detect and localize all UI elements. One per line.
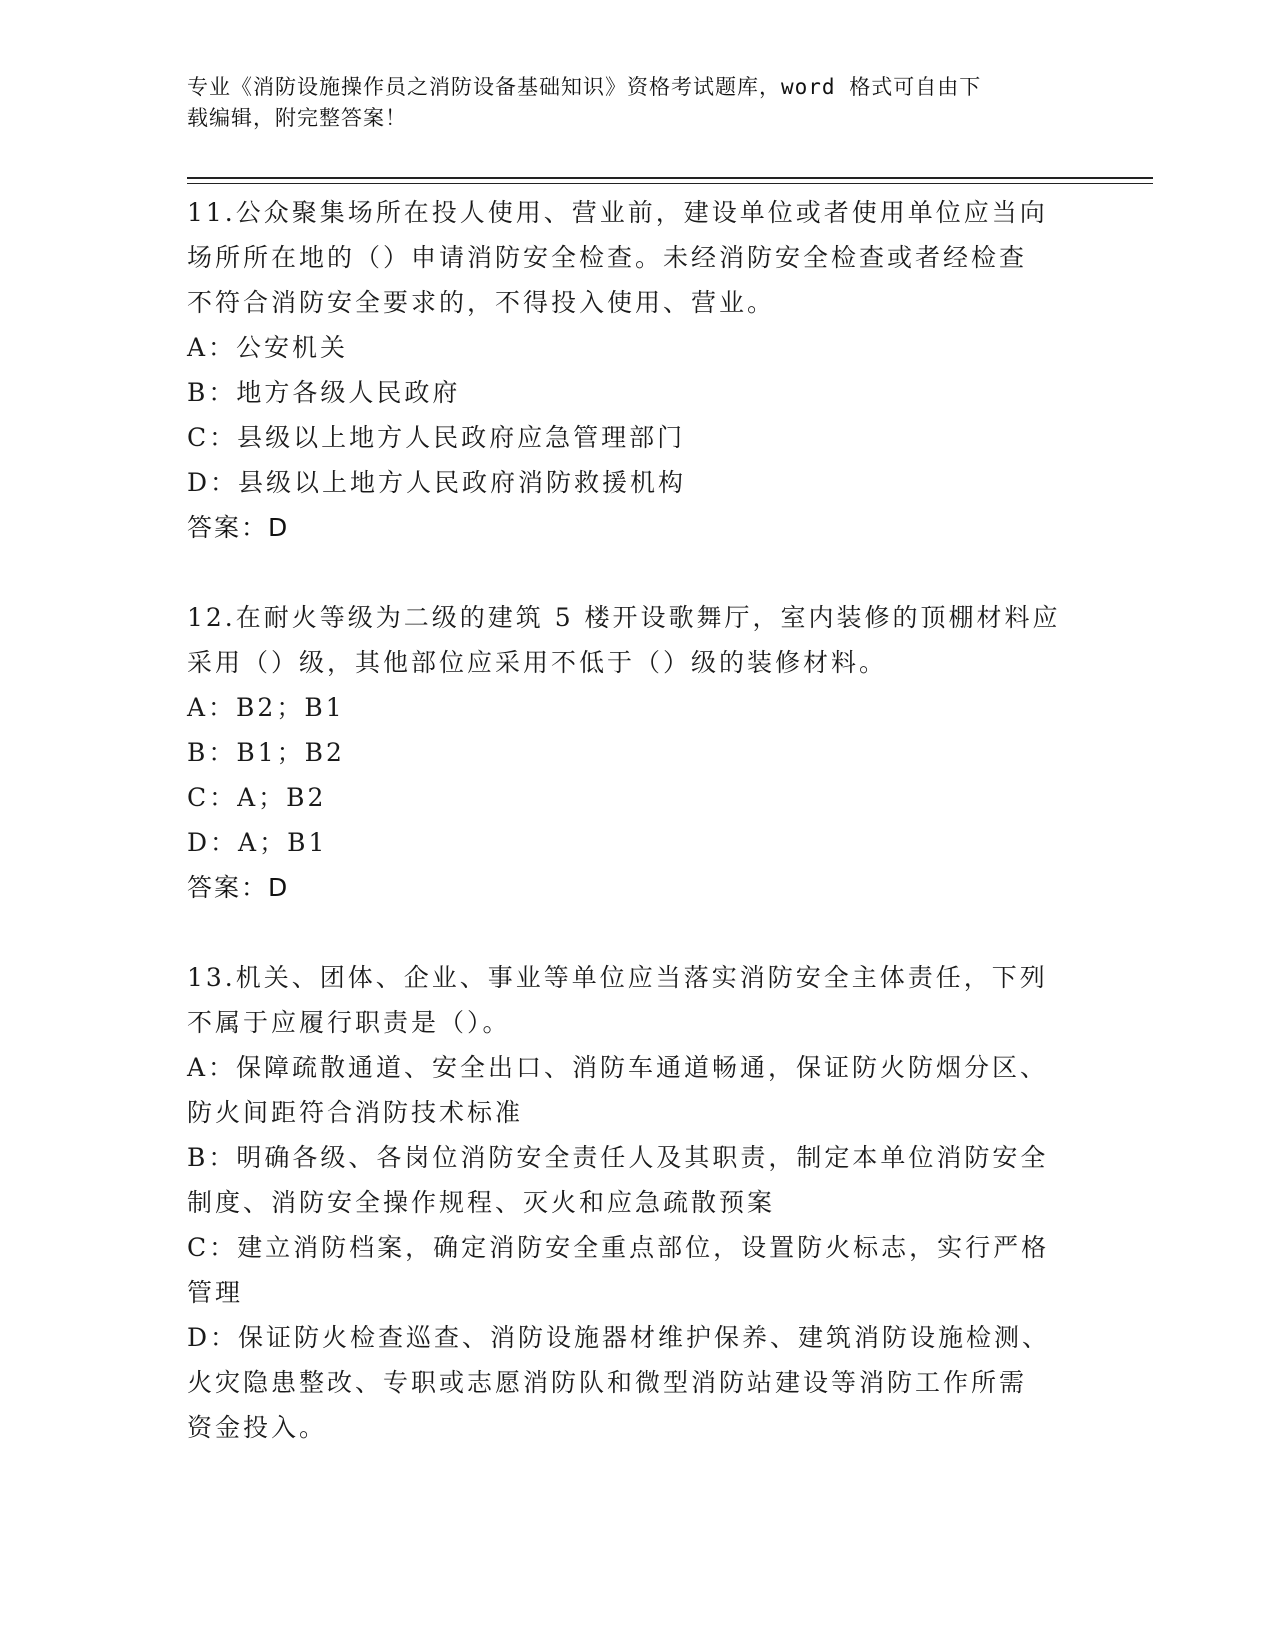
question-stem-line: 采用（）级，其他部位应采用不低于（）级的装修材料。 [187, 648, 888, 677]
option-c-continued: 管理 [187, 1278, 244, 1307]
option-b-continued: 制度、消防安全操作规程、灭火和应急疏散预案 [187, 1188, 776, 1217]
option-b: B：明确各级、各岗位消防安全责任人及其职责，制定本单位消防安全 [187, 1143, 1049, 1172]
question-stem-line: 不属于应履行职责是（）。 [187, 1008, 511, 1037]
question-stem-line: 13.机关、团体、企业、事业等单位应当落实消防安全主体责任，下列 [187, 963, 1048, 992]
question-12 [187, 595, 1087, 910]
option-c: C：县级以上地方人民政府应急管理部门 [187, 423, 686, 452]
question-stem-line: 场所所在地的（）申请消防安全检查。未经消防安全检查或者经检查 [187, 243, 1028, 272]
option-b: B：地方各级人民政府 [187, 378, 461, 407]
option-c: C：A；B2 [187, 783, 327, 812]
option-d: D：县级以上地方人民政府消防救援机构 [187, 468, 687, 497]
option-d-continued: 资金投入。 [187, 1413, 328, 1442]
header-rule-thick [187, 177, 1153, 179]
question-stem-line: 12.在耐火等级为二级的建筑 5 楼开设歌舞厅，室内装修的顶棚材料应 [187, 603, 1061, 632]
option-d: D：保证防火检查巡查、消防设施器材维护保养、建筑消防设施检测、 [187, 1323, 1051, 1352]
document-header [187, 72, 1067, 134]
option-d-continued: 火灾隐患整改、专职或志愿消防队和微型消防站建设等消防工作所需 [187, 1368, 1028, 1397]
option-a: A：保障疏散通道、安全出口、消防车通道畅通，保证防火防烟分区、 [187, 1053, 1049, 1082]
question-13 [187, 955, 1087, 1450]
question-11 [187, 190, 1087, 550]
option-b: B：B1；B2 [187, 738, 345, 767]
option-c: C：建立消防档案，确定消防安全重点部位，设置防火标志，实行严格 [187, 1233, 1050, 1262]
question-stem-line: 11.公众聚集场所在投人使用、营业前，建设单位或者使用单位应当向 [187, 198, 1048, 227]
header-line-1: 专业《消防设施操作员之消防设备基础知识》资格考试题库，word 格式可自由下 [187, 75, 982, 99]
question-list [187, 190, 1087, 1495]
header-line-2: 载编辑，附完整答案！ [187, 106, 407, 130]
option-a: A：B2；B1 [187, 693, 345, 722]
option-a: A：公安机关 [187, 333, 349, 362]
question-stem-line: 不符合消防安全要求的，不得投入使用、营业。 [187, 288, 776, 317]
option-d: D：A；B1 [187, 828, 328, 857]
answer-label: 答案：D [187, 873, 290, 902]
header-rule-thin [187, 183, 1153, 184]
option-a-continued: 防火间距符合消防技术标准 [187, 1098, 524, 1127]
answer-label: 答案：D [187, 513, 290, 542]
